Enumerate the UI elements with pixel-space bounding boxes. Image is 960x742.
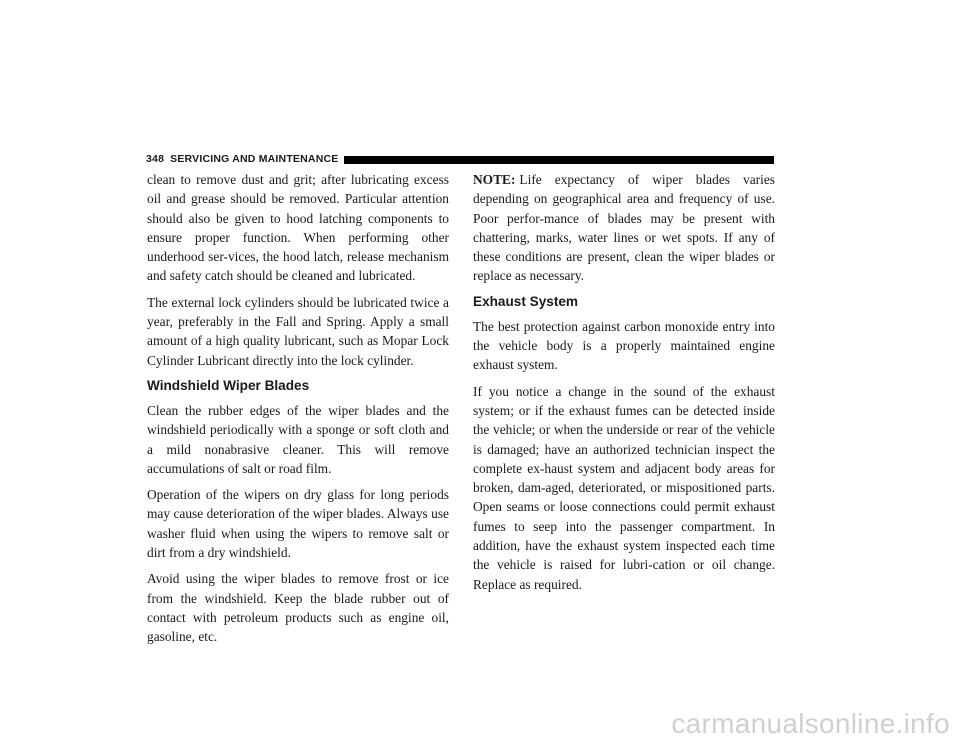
note-paragraph <box>473 170 775 286</box>
paragraph-hood-latch: clean to remove dust and grit; after lubricating excess oil and grease should be removed. Particular attention should also be given to hood latching components to ensure proper function. When performing other underhood ser-vices, the hood latch, release mechanism and safety catch should be cleaned and lubricated. <box>147 172 449 284</box>
section-title: SERVICING AND MAINTENANCE <box>170 153 339 165</box>
watermark-text: carmanualsonline.info <box>671 708 950 739</box>
heading-exhaust-system: Exhaust System <box>473 293 579 309</box>
paragraph-clean-wiper-edges: Clean the rubber edges of the wiper blades and the windshield periodically with a sponge or soft cloth and a mild nonabrasive cleaner. This will remove accumulations of salt or road film. <box>147 402 449 476</box>
left-column <box>147 170 449 654</box>
paragraph-carbon-monoxide: The best protection against carbon monoxide entry into the vehicle body is a properly maintained engine exhaust system. <box>473 318 775 373</box>
page-number: 348 <box>146 153 165 165</box>
paragraph-exhaust-inspection: If you notice a change in the sound of the exhaust system; or if the exhaust fumes can be detected inside the vehicle; or when the underside or rear of the vehicle is damaged; have an authorized technician inspect the complete ex-haust system and adjacent body areas for broken, dam-aged, deteriorated, or mispositioned parts. Open seams or loose connections could permit exhaust fumes to seep into the passenger compartment. In addition, have the exhaust system inspected each time the vehicle is raised for lubri-cation or oil change. Replace as required. <box>473 383 775 592</box>
page-header <box>146 152 774 166</box>
paragraph-dry-glass: Operation of the wipers on dry glass for long periods may cause deterioration of the wiper blades. Always use washer fluid when using the wipers to remove salt or dirt from a dry windshield. <box>147 487 449 561</box>
heading-windshield-wiper-blades: Windshield Wiper Blades <box>147 377 310 393</box>
note-label: NOTE: <box>473 172 516 187</box>
paragraph-lock-cylinders: The external lock cylinders should be lubricated twice a year, preferably in the Fall and Spring. Apply a small amount of a high quality lubricant, such as Mopar Lock Cylinder Lubricant directly into the lock cylinder. <box>147 294 449 368</box>
right-column <box>473 170 775 601</box>
header-rule-bar <box>344 156 774 164</box>
paragraph-avoid-frost: Avoid using the wiper blades to remove frost or ice from the windshield. Keep the blade rubber out of contact with petroleum products such as engine oil, gasoline, etc. <box>147 571 449 645</box>
note-text: Life expectancy of wiper blades varies depending on geographical area and frequency of use. Poor perfor-mance of blades may be present with chattering, marks, water lines or wet spots. If any of these conditions are present, clean the wiper blades or replace as necessary. <box>473 172 775 284</box>
